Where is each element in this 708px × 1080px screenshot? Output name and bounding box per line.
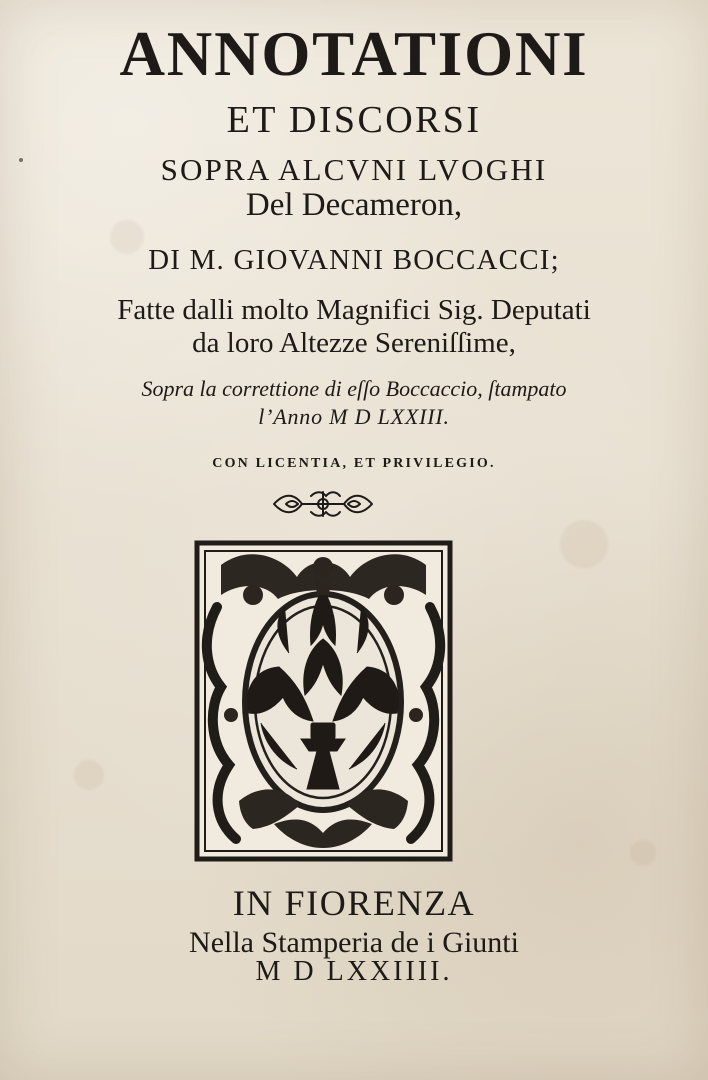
- subtitle-1: ET DISCORSI: [226, 99, 482, 141]
- correction-line-1: Sopra la correttione di eſſo Boccaccio, ſtampato: [141, 376, 567, 401]
- paper-spot: [74, 760, 104, 790]
- paper-spot: [560, 520, 608, 568]
- scroll-ornament-icon: [266, 483, 380, 525]
- correction-line-2: l’Anno M D LXXIII.: [258, 404, 450, 429]
- paper-spot: [630, 840, 656, 866]
- author-line: DI M. GIOVANNI BOCCACCI;: [148, 244, 560, 276]
- imprint-printer: Nella Stamperia de i Giunti: [189, 926, 519, 959]
- deputati-line-1: Fatte dalli molto Magnifici Sig. Deputati: [117, 294, 591, 326]
- subtitle-3: Del Decameron,: [245, 187, 463, 223]
- imprint-city: IN FIORENZA: [232, 883, 476, 923]
- license-line: CON LICENTIA, ET PRIVILEGIO.: [212, 456, 496, 471]
- subtitle-2: SOPRA ALCVNI LVOGHI: [160, 152, 548, 187]
- imprint-year: M D LXXIIII.: [255, 956, 453, 987]
- main-title: ANNOTATIONI: [119, 19, 589, 89]
- deputati-line-2: da loro Altezze Sereniſſime,: [192, 327, 516, 359]
- fleur-de-lis-woodcut-icon: [191, 537, 456, 865]
